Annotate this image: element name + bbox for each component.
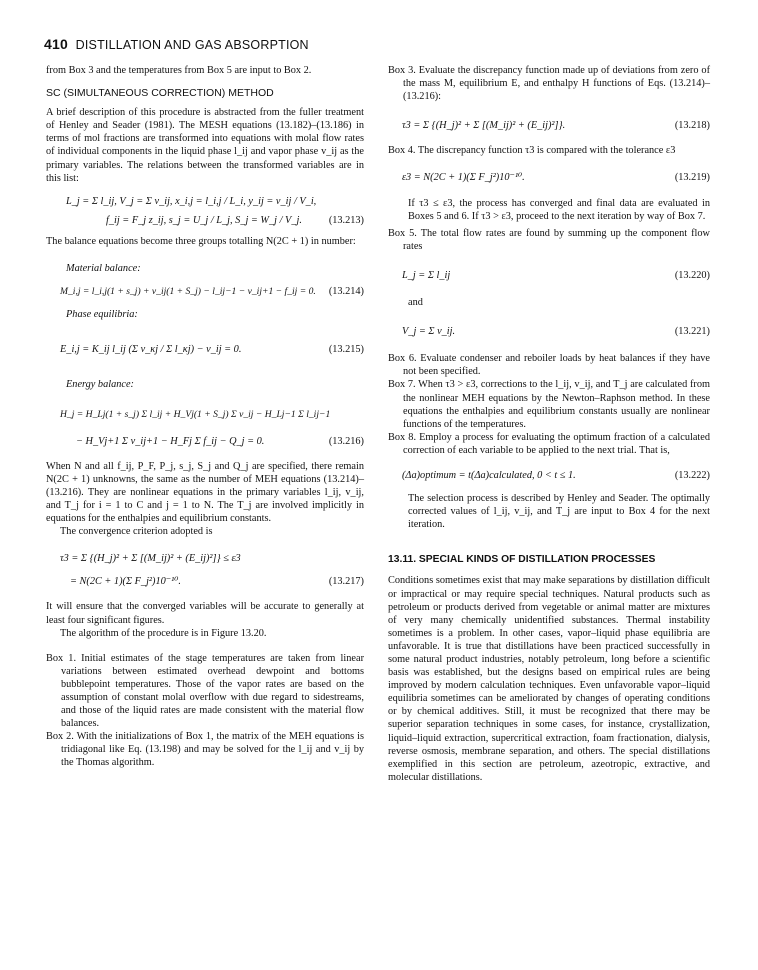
- material-balance-label: Material balance:: [66, 263, 141, 275]
- sc-method-heading: SC (SIMULTANEOUS CORRECTION) METHOD: [46, 87, 274, 100]
- and-word: and: [408, 297, 423, 309]
- balance-paragraph: The balance equations become three groups totalling N(2C + 1) in number:: [46, 235, 356, 247]
- right-column: [388, 64, 710, 784]
- equation-13-215: E_i,j = K_ij l_ij (Σ v_κj / Σ l_κj) − v_ij = 0. (13.215): [60, 344, 364, 356]
- box5-paragraph: Box 5. The total flow rates are found by summing up the component flow rates: [388, 227, 710, 252]
- equation-number: (13.216): [328, 435, 364, 447]
- equation-13-222: (Δa)optimum = t(Δa)calculated, 0 < t ≤ 1. (13.222): [402, 469, 710, 481]
- equation-number: (13.213): [328, 214, 364, 226]
- equation-13-214: M_i,j = l_i,j(1 + s_j) + v_ij(1 + S_j) − l_ij−1 − v_ij+1 − f_ij = 0. (13.214): [60, 286, 364, 298]
- section-13-11-paragraph: Conditions sometimes exist that may make separations by distillation difficult or impractical or may require special techniques. Natural products such as petroleum or products derived from vegetable or animal matter are mixtures of very many chemically unidentified substances. Thermal instability sometimes is a problem. In other cases, vapor–liquid phase equilibria are unfavorable. It is true that distillations have been practiced successfully in some natural product industries, notably petroleum, long before a scientific basis was established, but the designs based on empirical rules are being improved by modern calculation techniques. Even unfavorable vapor–liquid equilibria sometimes can be ameliorated by changes of operating conditions or by chemical additives. Still, it must be recognized that there may be superior separation techniques in some cases, for instance, crystallization, liquid–liquid extraction, supercritical extraction, foam fractionation, dialysis, reverse osmosis, membrane separation, and others. The special distillations exemplified in this section are petroleum, azeotropic, extractive, and molecular distillations.: [388, 575, 710, 783]
- energy-balance-label: Energy balance:: [66, 379, 134, 391]
- algorithm-paragraph: The algorithm of the procedure is in Figure 13.20.: [60, 627, 267, 639]
- running-title: DISTILLATION AND GAS ABSORPTION: [75, 38, 309, 52]
- equation-number: (13.221): [674, 326, 710, 338]
- equation-13-216-line2: − H_Vj+1 Σ v_ij+1 − H_Fj Σ f_ij − Q_j = 0. (13.216): [76, 435, 364, 447]
- criterion-paragraph: The convergence criterion adopted is: [60, 526, 213, 538]
- accuracy-paragraph: It will ensure that the converged variables will be accurate to generally at least four significant figures.: [46, 601, 364, 626]
- unknowns-paragraph: When N and all f_ij, P_F, P_j, s_j, S_j and Q_j are specified, there remain N(2C + 1) unknowns, the same as the number of MEH equations (13.214)–(13.216). They are nonlinear equations in the primary variables l_ij, v_ij, and T_j for i = 1 to C and j = 1 to N. The T_j are involved implicitly in equations for the enthalpies and equilibrium constants.: [46, 460, 364, 525]
- page-number: 410: [44, 36, 68, 52]
- equation-13-216-line1: H_j = H_Lj(1 + s_j) Σ l_ij + H_Vj(1 + S_j) Σ v_ij − H_Lj−1 Σ l_ij−1: [60, 408, 331, 420]
- equation-13-217-line1: τ3 = Σ {(H_j)² + Σ [(M_ij)² + (E_ij)²]} ≤ ε3: [60, 553, 241, 565]
- equation-13-213-line1: L_j = Σ l_ij, V_j = Σ v_ij, x_i,j = l_i,j / L_i, y_ij = v_ij / V_i,: [66, 195, 317, 207]
- box1-paragraph: Box 1. Initial estimates of the stage temperatures are taken from linear variations between estimated overhead dewpoint and bottoms bubblepoint temperatures. Those of the vapor rates are based on the assumption of constant molal overflow with due regard to sidestreams, and those of the liquid rates are made consistent with the material flow balances.: [46, 652, 364, 730]
- equation-number: (13.217): [328, 576, 364, 588]
- sc-description-paragraph: A brief description of this procedure is abstracted from the fuller treatment of Henley and Seader (1981). The MESH equations (13.182)–(13.186) in terms of mol fractions are transformed into equations with molal flow rates of individual components in the liquid phase l_ij and vapor phase v_ij as the primary variables. The relations between the transformed variables are in this list:: [46, 107, 364, 184]
- equation-13-213-line2: f_ij = F_j z_ij, s_j = U_j / L_j, S_j = W_j / V_j. (13.213): [106, 214, 364, 226]
- running-header: [44, 36, 309, 52]
- box6-paragraph: Box 6. Evaluate condenser and reboiler loads by heat balances if they have not been specified.: [388, 353, 710, 378]
- convergence-paragraph: If τ3 ≤ ε3, the process has converged and final data are evaluated in Boxes 5 and 6. If τ3 > ε3, proceed to the next iteration by way of Box 7.: [408, 197, 710, 222]
- equation-number: (13.218): [674, 120, 710, 132]
- left-column: [46, 64, 364, 770]
- equation-number: (13.220): [674, 269, 710, 281]
- box7-paragraph: Box 7. When τ3 > ε3, corrections to the l_ij, v_ij, and T_j are calculated from the nonlinear MEH equations by the Newton–Raphson method. In these equations the enthalpies and equilibrium constants usually are nonlinear functions of the temperatures.: [388, 379, 710, 430]
- equation-13-217-line2: = N(2C + 1)(Σ F_j²)10⁻¹⁰. (13.217): [70, 576, 364, 588]
- equation-number: (13.219): [674, 172, 710, 184]
- equation-13-218: τ3 = Σ {(H_j)² + Σ [(M_ij)² + (E_ij)²]}. (13.218): [402, 120, 710, 132]
- equation-number: (13.222): [674, 469, 710, 481]
- selection-paragraph: The selection process is described by Henley and Seader. The optimally corrected values of l_ij, v_ij, and T_j are input to Box 4 for the next iteration.: [408, 493, 710, 531]
- phase-equilibria-label: Phase equilibria:: [66, 309, 138, 321]
- intro-paragraph: from Box 3 and the temperatures from Box 5 are input to Box 2.: [46, 65, 312, 76]
- box2-paragraph: Box 2. With the initializations of Box 1, the matrix of the MEH equations is tridiagonal like Eq. (13.198) and may be solved for the l_ij and v_ij by the Thomas algorithm.: [46, 731, 364, 769]
- equation-13-221: V_j = Σ v_ij. (13.221): [402, 326, 710, 338]
- equation-13-220: L_j = Σ l_ij (13.220): [402, 269, 710, 281]
- box3-paragraph: Box 3. Evaluate the discrepancy function made up of deviations from zero of the mass M, equilibrium E, and enthalpy H functions of Eqs. (13.214)–(13.216):: [388, 65, 710, 103]
- equation-13-219: ε3 = N(2C + 1)(Σ F_j²)10⁻¹⁰. (13.219): [402, 172, 710, 184]
- box4-paragraph: Box 4. The discrepancy function τ3 is compared with the tolerance ε3: [388, 145, 676, 157]
- box8-paragraph: Box 8. Employ a process for evaluating the optimum fraction of a calculated correction of each variable to be applied to the next trial. That is,: [388, 431, 710, 456]
- equation-number: (13.215): [328, 344, 364, 356]
- equation-number: (13.214): [328, 286, 364, 298]
- section-13-11-heading: 13.11. SPECIAL KINDS OF DISTILLATION PROCESSES: [388, 554, 656, 566]
